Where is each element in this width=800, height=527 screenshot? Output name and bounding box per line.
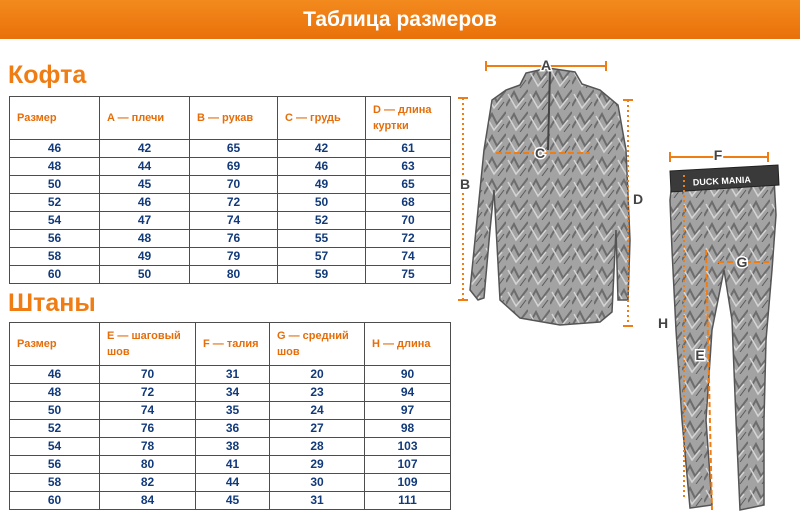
measurement-cell: 74 xyxy=(100,402,196,420)
measurement-cell: 28 xyxy=(270,438,365,456)
measurement-cell: 45 xyxy=(196,492,270,510)
size-cell: 54 xyxy=(10,212,100,230)
measurement-cell: 103 xyxy=(365,438,451,456)
table-row xyxy=(10,384,451,402)
size-cell: 48 xyxy=(10,158,100,176)
measurement-cell: 76 xyxy=(190,230,278,248)
table-row xyxy=(10,266,451,284)
column-header: C — грудь xyxy=(278,97,366,140)
measurement-cell: 46 xyxy=(278,158,366,176)
measurement-cell: 65 xyxy=(190,140,278,158)
pants-size-table xyxy=(9,322,451,510)
table-header-row xyxy=(10,323,451,366)
measurement-cell: 107 xyxy=(365,456,451,474)
measurement-cell: 45 xyxy=(100,176,190,194)
measurement-cell: 79 xyxy=(190,248,278,266)
size-cell: 46 xyxy=(10,366,100,384)
page-header xyxy=(0,0,800,39)
measurement-cell: 65 xyxy=(366,176,451,194)
measurement-cell: 70 xyxy=(190,176,278,194)
size-cell: 56 xyxy=(10,456,100,474)
label-a: A xyxy=(540,57,552,73)
measurement-cell: 49 xyxy=(278,176,366,194)
garment-illustration xyxy=(440,45,800,527)
measurement-cell: 76 xyxy=(100,420,196,438)
jacket-table-body xyxy=(10,140,451,284)
measurement-cell: 55 xyxy=(278,230,366,248)
size-cell: 60 xyxy=(10,266,100,284)
measurement-cell: 41 xyxy=(196,456,270,474)
measurement-cell: 52 xyxy=(278,212,366,230)
jacket-section-title: Кофта xyxy=(8,61,87,89)
measurement-cell: 70 xyxy=(366,212,451,230)
column-header: F — талия xyxy=(196,323,270,366)
measurement-cell: 84 xyxy=(100,492,196,510)
label-c: C xyxy=(534,145,546,161)
size-cell: 56 xyxy=(10,230,100,248)
label-g: G xyxy=(736,254,748,270)
table-row xyxy=(10,402,451,420)
measurement-cell: 111 xyxy=(365,492,451,510)
measurement-cell: 69 xyxy=(190,158,278,176)
measurement-cell: 74 xyxy=(366,248,451,266)
label-b: B xyxy=(459,176,471,192)
measurement-cell: 35 xyxy=(196,402,270,420)
measurement-cell: 20 xyxy=(270,366,365,384)
measurement-cell: 98 xyxy=(365,420,451,438)
column-header: Размер xyxy=(10,323,100,366)
measurement-cell: 50 xyxy=(278,194,366,212)
measurement-cell: 38 xyxy=(196,438,270,456)
table-row xyxy=(10,456,451,474)
jacket-size-table xyxy=(9,96,451,284)
measurement-cell: 30 xyxy=(270,474,365,492)
measurement-cell: 57 xyxy=(278,248,366,266)
label-h: H xyxy=(657,315,669,331)
table-row xyxy=(10,158,451,176)
measurement-cell: 47 xyxy=(100,212,190,230)
measurement-cell: 80 xyxy=(100,456,196,474)
column-header: H — длина xyxy=(365,323,451,366)
size-cell: 54 xyxy=(10,438,100,456)
measurement-cell: 36 xyxy=(196,420,270,438)
label-f: F xyxy=(713,147,723,163)
page-title: Таблица размеров xyxy=(303,7,497,31)
measurement-cell: 109 xyxy=(365,474,451,492)
measurement-cell: 44 xyxy=(196,474,270,492)
table-header-row xyxy=(10,97,451,140)
table-row xyxy=(10,492,451,510)
size-cell: 50 xyxy=(10,402,100,420)
label-e: E xyxy=(695,347,705,363)
column-header: D — длина куртки xyxy=(366,97,451,140)
measurement-cell: 46 xyxy=(100,194,190,212)
column-header: B — рукав xyxy=(190,97,278,140)
pants-section-title: Штаны xyxy=(8,289,96,317)
measurement-cell: 80 xyxy=(190,266,278,284)
measurement-cell: 34 xyxy=(196,384,270,402)
column-header: E — шаговый шов xyxy=(100,323,196,366)
label-d: D xyxy=(632,191,644,207)
measurement-cell: 94 xyxy=(365,384,451,402)
waistband-text: DUCK MANIA xyxy=(692,174,752,188)
measurement-cell: 63 xyxy=(366,158,451,176)
table-row xyxy=(10,194,451,212)
measurement-cell: 75 xyxy=(366,266,451,284)
table-row xyxy=(10,230,451,248)
size-cell: 50 xyxy=(10,176,100,194)
column-header: A — плечи xyxy=(100,97,190,140)
table-row xyxy=(10,140,451,158)
measurement-cell: 59 xyxy=(278,266,366,284)
measurement-cell: 50 xyxy=(100,266,190,284)
measurement-cell: 31 xyxy=(196,366,270,384)
measurement-cell: 90 xyxy=(365,366,451,384)
measurement-cell: 70 xyxy=(100,366,196,384)
measurement-cell: 82 xyxy=(100,474,196,492)
size-cell: 60 xyxy=(10,492,100,510)
measurement-cell: 29 xyxy=(270,456,365,474)
pants-table-body xyxy=(10,366,451,510)
measurement-cell: 78 xyxy=(100,438,196,456)
measurement-cell: 24 xyxy=(270,402,365,420)
measurement-cell: 68 xyxy=(366,194,451,212)
measurement-cell: 49 xyxy=(100,248,190,266)
size-cell: 52 xyxy=(10,420,100,438)
measurement-cell: 44 xyxy=(100,158,190,176)
measurement-cell: 48 xyxy=(100,230,190,248)
pants-drawing xyxy=(670,165,779,510)
column-header: G — средний шов xyxy=(270,323,365,366)
jacket-drawing xyxy=(470,68,630,325)
size-cell: 46 xyxy=(10,140,100,158)
table-row xyxy=(10,474,451,492)
table-row xyxy=(10,366,451,384)
table-row xyxy=(10,176,451,194)
table-row xyxy=(10,438,451,456)
measurement-cell: 72 xyxy=(366,230,451,248)
measurement-cell: 72 xyxy=(100,384,196,402)
measurement-cell: 23 xyxy=(270,384,365,402)
measurement-cell: 27 xyxy=(270,420,365,438)
measurement-cell: 61 xyxy=(366,140,451,158)
measurement-cell: 72 xyxy=(190,194,278,212)
measurement-cell: 97 xyxy=(365,402,451,420)
size-cell: 48 xyxy=(10,384,100,402)
column-header: Размер xyxy=(10,97,100,140)
measurement-cell: 74 xyxy=(190,212,278,230)
table-row xyxy=(10,420,451,438)
size-cell: 58 xyxy=(10,248,100,266)
table-row xyxy=(10,248,451,266)
size-cell: 58 xyxy=(10,474,100,492)
table-row xyxy=(10,212,451,230)
size-cell: 52 xyxy=(10,194,100,212)
measurement-cell: 42 xyxy=(278,140,366,158)
measurement-cell: 42 xyxy=(100,140,190,158)
pants-body xyxy=(670,178,776,510)
measurement-cell: 31 xyxy=(270,492,365,510)
